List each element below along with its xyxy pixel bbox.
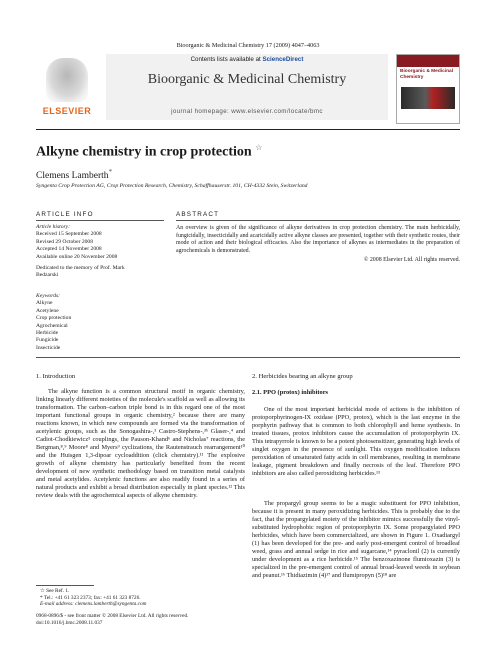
section2-heading: 2. Herbicides bearing an alkyne group (252, 373, 353, 380)
article-history (36, 224, 166, 261)
section2-subheading: 2.1. PPO (protox) inhibitors (252, 389, 329, 396)
abstract-heading: ABSTRACT (176, 211, 220, 218)
history-revised: Revised 29 October 2008 (36, 238, 94, 245)
article-info-heading: ARTICLE INFO (36, 211, 94, 218)
footnote-email[interactable]: E-mail address: clemens.lamberth@syngenta.com (40, 601, 147, 608)
article-title-text: Alkyne chemistry in crop protection (36, 144, 252, 160)
publisher-logo (36, 56, 98, 122)
dedication: Dedicated to the memory of Prof. Mark Bedzarski (36, 265, 125, 279)
history-label: Article history: (36, 224, 71, 230)
doi-line[interactable]: doi:10.1016/j.bmc.2008.11.037 (36, 619, 103, 626)
history-accepted: Accepted 14 November 2008 (36, 246, 102, 253)
publisher-name: ELSEVIER (42, 106, 92, 116)
section2-paragraph-2: The propargyl group seems to be a magic substituent for PPO inhibition, because it is present in many peroxidizing herbicides. This is probably due to the fact, that the propargylated moiety of the inhibitor mimics successfully the vinyl-substituted hydrophobic region of protoporphyrin IX. Some propargylated PPO herbicides, which have been commercialized, are shown in Figure 1. Oxadiargyl (1) has been developed for the pre- and early post-emergent control of broadleaf weed, grass and annual sedge in rice and sugarcane,¹⁴ pyraclonil (2) is currently under development as a rice herbicide.¹⁵ The benzoxazinone flumioxazin (3) is specialized in the pre-emergent control of annual broad-leaved weeds in soybean and peanut.¹⁶ Thidiazimin (4)¹⁷ and flumipropyn (5)¹⁸ are (252, 500, 460, 579)
author-footnote-mark: * (108, 168, 113, 176)
article-author (36, 168, 112, 181)
section2-paragraph-1: One of the most important herbicidal mode of actions is the inhibition of protoporphyrinogen-IX oxidase (PPO, protox), which is the last enzyme in the porphyrin pathway that is common to both chlorophyll and heme synthesis. In treated tissues, protox inhibitors cause the accumulation of protoporphyrin IX. This tetrapyrrole is known to be a potent photosensitizer, generating high levels of singlet oxygen in the presence of sunlight. This oxygen modification induces peroxidation of unsaturated fatty acids in cell membranes, resulting in membrane leakage, pigment breakdown and finally necrosis of the leaf. Therefore PPO inhibitors are also called peroxidizing herbicides.¹³ (252, 406, 460, 477)
issn-line: 0968-0896/$ - see front matter © 2008 Elsevier Ltd. All rights reserved. (36, 613, 189, 619)
keyword: Insecticide (36, 344, 61, 351)
keyword: Fungicide (36, 337, 59, 344)
abstract-text: An overview is given of the significance of alkyne derivatives in crop protection chemistry. The main herbicidally, fungicidally, insecticidally and acaricidally active alkyne classes are presented, together with their synthetic routes, their mode of action and their biological efficacies. Also the importance of alkynes as intermediates in the preparation of agrochemicals is demonstrated. (176, 225, 460, 254)
history-received: Received 15 September 2008 (36, 231, 102, 238)
keywords-label: Keywords: (36, 293, 61, 299)
masthead-divider (36, 129, 460, 130)
contents-prefix: Contents lists available at (190, 56, 261, 63)
intro-heading: 1. Introduction (36, 373, 76, 380)
article-info-rule (36, 220, 164, 221)
tree-icon (46, 58, 88, 102)
footnote-rule (36, 585, 94, 586)
abstract-copyright: © 2008 Elsevier Ltd. All rights reserved. (363, 257, 460, 263)
article-title (36, 143, 262, 161)
journal-cover-thumbnail (396, 54, 460, 124)
intro-paragraph: The alkyne function is a common structural motif in organic chemistry, linking linearly different moieties of the molecule's scaffold as well as allowing its transformation. The carbon–carbon triple bond is in this regard one of the most important functional groups in organic chemistry,² because there are many reactions known, in which new compounds are formed via the transformation of acetylenic groups, such as the Sonogashira-,³ Castro-Stephens-,³ᵇ Glaser-,⁴ and Cadiot-Chodkiewicz⁵ couplings, the Pauson-Khand⁶ and Nicholas⁷ reactions, the Bergman,⁸,⁹ Moore⁸ and Myers⁹ cyclizations, the Rautenstrauch rearrangement¹⁰ and the Huisgen 1,3-dipoar cycloaddition (click chemistry).¹¹ The explosive growth of alkyne chemistry has particularly benefited from the recent development of new synthetic methodology based on transition metal catalysts and metal acetylides. Acetylenic functions are also readily found in a series of natural products and exhibit a broad distribution especially in plant species.¹² This review deals with the agrochemical aspects of alkyne chemistry. (36, 388, 245, 499)
abstract-rule (176, 220, 460, 221)
history-online: Available online 20 November 2008 (36, 253, 118, 260)
cover-band (397, 55, 459, 67)
journal-title: Bioorganic & Medicinal Chemistry (147, 72, 347, 87)
keyword: Acetylene (36, 307, 59, 314)
journal-masthead (36, 54, 460, 124)
bottom-meta (36, 613, 276, 626)
contents-line (106, 56, 388, 63)
author-affiliation: Syngenta Crop Protection AG, Crop Protection Research, Chemistry, Schaffhauserstr. 101, CH-4332 Stein, Switzerland (36, 183, 308, 189)
footnotes (40, 588, 245, 608)
front-matter-rule (36, 357, 460, 358)
keywords-block (36, 293, 166, 352)
keyword: Crop protection (36, 315, 72, 322)
sciencedirect-link[interactable]: ScienceDirect (262, 56, 304, 63)
keyword: Herbicide (36, 330, 59, 337)
keyword: Agrochemical (36, 322, 68, 329)
journal-citation: Bioorganic & Medicinal Chemistry 17 (2009) 4047–4063 (176, 42, 320, 49)
author-name[interactable]: Clemens Lamberth (36, 171, 109, 182)
cover-title: Bioorganic & Medicinal Chemistry (400, 69, 454, 80)
title-footnote-mark[interactable]: ☆ (255, 143, 263, 152)
cover-image (401, 87, 455, 109)
journal-homepage-link[interactable]: journal homepage: www.elsevier.com/locate/bmc (171, 108, 323, 115)
keyword: Alkyne (36, 300, 53, 307)
footnote-contact: * Tel.: +41 61 323 2373; fax: +41 61 323 8726. (40, 594, 141, 601)
masthead-center (106, 54, 388, 120)
footnote-see-ref: ☆ See Ref. 1. (40, 588, 70, 594)
